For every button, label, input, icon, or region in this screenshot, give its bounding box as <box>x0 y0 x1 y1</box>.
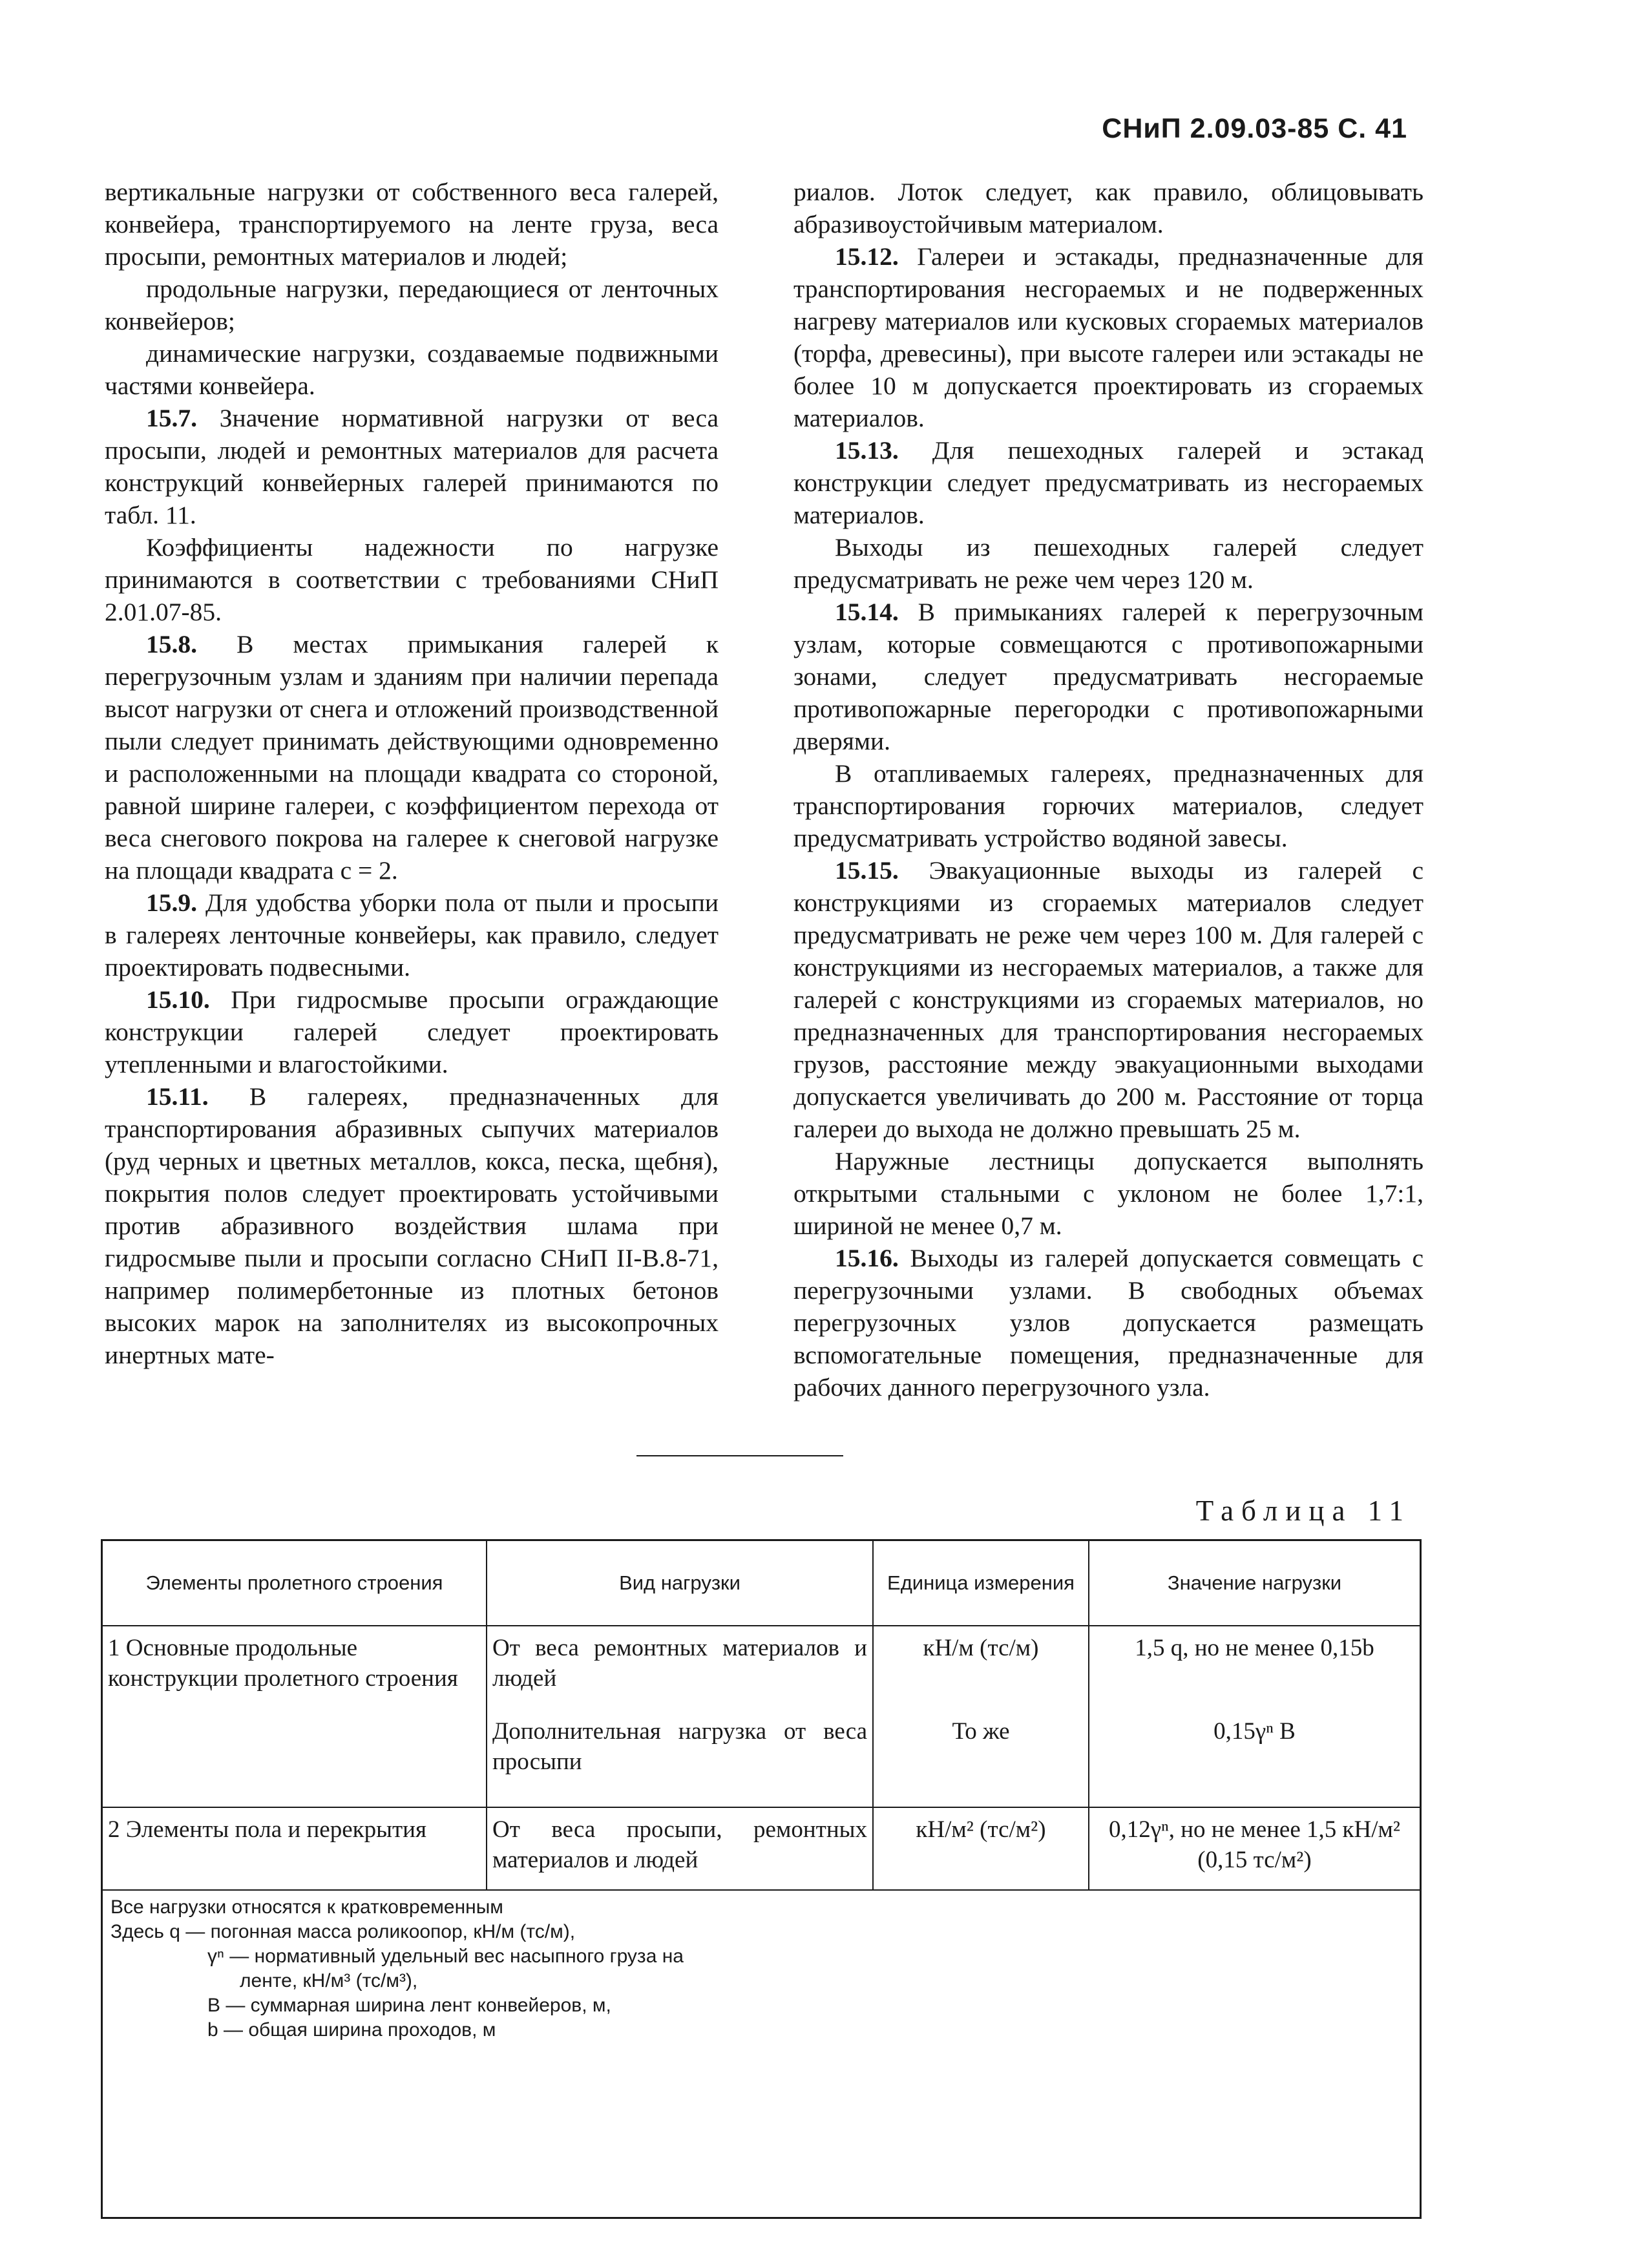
note-line: Все нагрузки относятся к кратковременным <box>110 1896 503 1918</box>
note-line: B — суммарная ширина лент конвейеров, м, <box>207 1995 611 2016</box>
table-cell: 0,12γⁿ, но не менее 1,5 кН/м² (0,15 тс/м²) <box>1089 1807 1420 1890</box>
clause-number: 15.14. <box>835 598 899 626</box>
paragraph: 15.11. В галереях, предназначенных для транспортирования абразивных сыпучих материалов (руд черных и цветных металлов, кокса, песка, щебня), покрытия полов следует проектировать устойчивыми против абразивного воздействия шлама при гидросмыве пыли и просыпи согласно СНиП II-В.8-71, например полимербетонные из плотных бетонов высоких марок на заполнителях из высокопрочных инертных мате- <box>105 1082 719 1369</box>
note-line: ленте, кН/м³ (тс/м³), <box>240 1970 418 1991</box>
paragraph: 15.12. Галереи и эстакады, предназначенные для транспортирования несгораемых и не подверженных нагреву материалов или кусковых сгораемых материалов (торфа, древесины), при высоте галереи или эстакады не более 10 м допускается проектировать из сгораемых материалов. <box>793 242 1424 432</box>
table-header-row <box>103 1541 1420 1626</box>
paragraph: 15.7. Значение нормативной нагрузки от веса просыпи, людей и ремонтных материалов для расчета конструкций конвейерных галерей принимаются по табл. 11. <box>105 404 719 529</box>
note-line: γⁿ — нормативный удельный вес насыпного груза на <box>207 1946 684 1967</box>
paragraph: Выходы из пешеходных галерей следует предусматривать не реже чем через 120 м. <box>793 533 1423 594</box>
loads-table <box>101 1539 1422 2219</box>
table-notes <box>110 1895 684 2042</box>
paragraph: 15.14. В примыканиях галерей к перегрузочным узлам, которые совмещаются с противопожарными зонами, следует предусматривать несгораемые противопожарные перегородки с противопожарными дверями. <box>793 598 1424 755</box>
paragraph: 15.15. Эвакуационные выходы из галерей с конструкциями из сгораемых материалов следует предусматривать не реже чем через 100 м. Для галерей с конструкциями из несгораемых материалов, а также для галерей с конструкциями из сгораемых материалов, но предназначенных для транспортирования несгораемых грузов, расстояние между эвакуационными выходами допускается увеличивать до 200 м. Расстояние от торца галереи до выхода не должно превышать 25 м. <box>793 856 1423 1143</box>
note-line: b — общая ширина проходов, м <box>207 2019 496 2041</box>
clause-number: 15.10. <box>146 985 210 1014</box>
paragraph: риалов. Лоток следует, как правило, облицовывать абразивоустойчивым материалом. <box>793 178 1423 238</box>
paragraph: вертикальные нагрузки от собственного веса галерей, конвейера, транспортируемого на ленте груза, веса просыпи, ремонтных материалов и людей; <box>105 178 719 271</box>
column-header: Значение нагрузки <box>1089 1541 1420 1626</box>
clause-number: 15.16. <box>835 1244 899 1272</box>
clause-number: 15.15. <box>835 856 899 885</box>
table-caption: Таблица 11 <box>1195 1495 1411 1527</box>
paragraph: продольные нагрузки, передающиеся от ленточных конвейеров; <box>105 275 719 335</box>
paragraph: 15.8. В местах примыкания галерей к перегрузочным узлам и зданиям при наличии перепада высот нагрузки от снега и отложений производственной пыли следует принимать действующими одновременно и расположенными на площади квадрата со стороной, равной ширине галереи, с коэффициентом перехода от веса снегового покрова на галерее к снеговой нагрузке на площади квадрата с = 2. <box>105 630 719 885</box>
table-cell: 1,5 q, но не менее 0,15b <box>1135 1635 1374 1661</box>
column-header: Вид нагрузки <box>487 1541 873 1626</box>
paragraph: Наружные лестницы допускается выполнять открытыми стальными с уклоном не более 1,7:1, шириной не менее 0,7 м. <box>793 1147 1423 1240</box>
divider <box>636 1455 843 1456</box>
paragraph: Коэффициенты надежности по нагрузке принимаются в соответствии с требованиями СНиП 2.01.07-85. <box>105 533 719 626</box>
column-header: Элементы пролетного строения <box>103 1541 487 1626</box>
table-row <box>103 1710 1420 1807</box>
clause-number: 15.7. <box>146 404 197 432</box>
paragraph: В отапливаемых галереях, предназначенных для транспортирования горючих материалов, следует предусматривать устройство водяной завесы. <box>793 759 1423 852</box>
table-cell: От веса ремонтных материалов и людей <box>487 1626 873 1710</box>
note-line: Здесь q — погонная масса роликоопор, кН/м (тс/м), <box>110 1921 576 1942</box>
table-cell: 0,15γⁿ B <box>1089 1710 1420 1807</box>
clause-number: 15.9. <box>146 888 197 917</box>
column-header: Единица измерения <box>873 1541 1089 1626</box>
clause-number: 15.13. <box>835 436 899 465</box>
paragraph: 15.9. Для удобства уборки пола от пыли и просыпи в галереях ленточные конвейеры, как правило, следует проектировать подвесными. <box>105 888 719 982</box>
table-cell: То же <box>873 1710 1089 1807</box>
table-cell <box>103 1710 487 1807</box>
table-cell: 2 Элементы пола и перекрытия <box>103 1807 487 1890</box>
table-cell: 1 Основные продольные конструкции пролетного строения <box>103 1626 487 1710</box>
clause-number: 15.8. <box>146 630 197 658</box>
table-row <box>103 1807 1420 1890</box>
table-cell: кН/м (тс/м) <box>873 1626 1089 1710</box>
table-cell: кН/м² (тс/м²) <box>873 1807 1089 1890</box>
paragraph: 15.13. Для пешеходных галерей и эстакад конструкции следует предусматривать из несгораемых материалов. <box>793 436 1423 529</box>
table-row <box>103 1626 1420 1710</box>
clause-number: 15.11. <box>146 1082 209 1111</box>
paragraph: 15.10. При гидросмыве просыпи ограждающие конструкции галерей следует проектировать утепленными и влагостойкими. <box>105 985 719 1078</box>
table-cell: Дополнительная нагрузка от веса просыпи <box>487 1710 873 1807</box>
clause-number: 15.12. <box>835 242 899 271</box>
left-column <box>105 176 719 1371</box>
table-cell: От веса просыпи, ремонтных материалов и людей <box>487 1807 873 1890</box>
right-column <box>793 176 1423 1403</box>
paragraph: 15.16. Выходы из галерей допускается совмещать с перегрузочными узлами. В свободных объемах перегрузочных узлов допускается размещать вспомогательные помещения, предназначенные для рабочих данного перегрузочного узла. <box>793 1244 1423 1402</box>
page-header: СНиП 2.09.03-85 С. 41 <box>1102 113 1407 144</box>
paragraph: динамические нагрузки, создаваемые подвижными частями конвейера. <box>105 339 719 400</box>
